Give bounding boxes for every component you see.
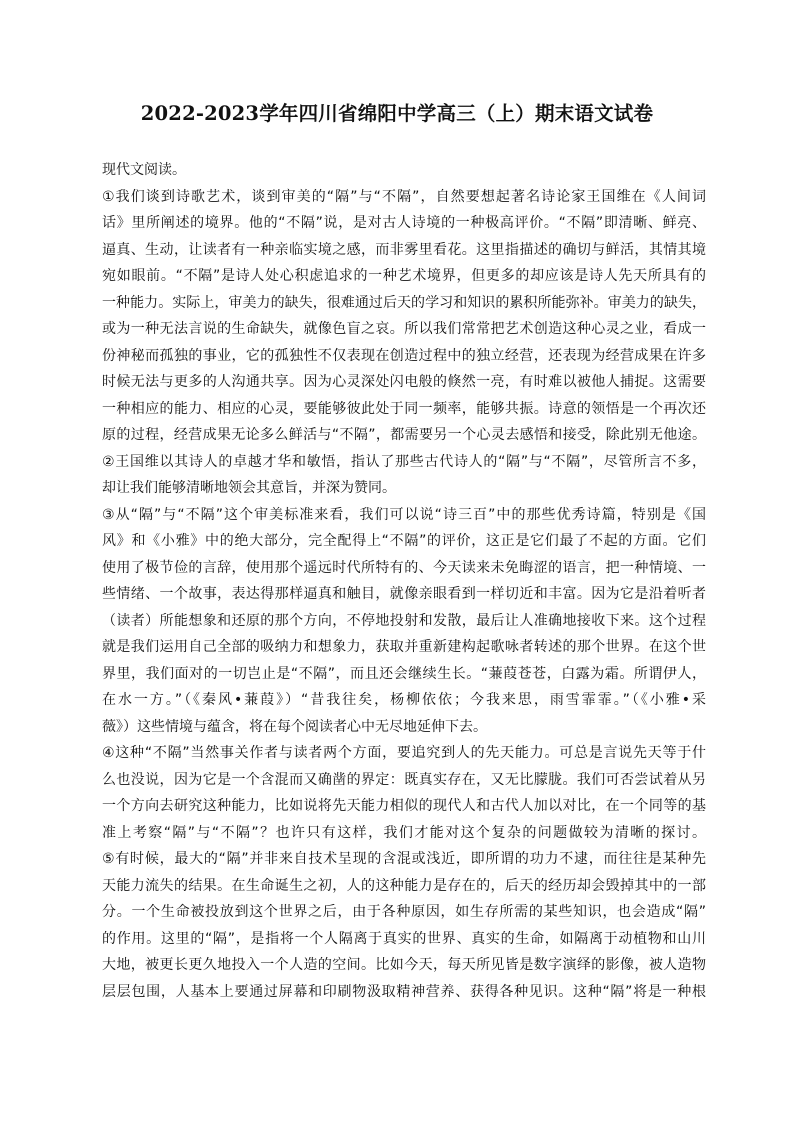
text-line: 宛如眼前。“不隔”是诗人处心积虑追求的一种艺术境界，但更多的却应该是诗人先天所具有的 [102,268,706,284]
text-line: 或为一种无法言说的生命缺失，就像色盲之哀。所以我们常常把艺术创造这种心灵之业，看成一 [102,321,706,337]
text-line: ①我们谈到诗歌艺术，谈到审美的“隔”与“不隔”，自然要想起著名诗论家王国维在《人间词 [102,188,706,205]
text-line: 分。一个生命被投放到这个世界之后，由于各种原因，如生存所需的某些知识，也会造成“隔” [102,904,706,920]
text-line: 一个方向去研究这种能力，比如说将先天能力相似的现代人和古代人加以对比，在一个同等的基 [102,798,706,814]
text-line: ②王国维以其诗人的卓越才华和敏悟，指认了那些古代诗人的“隔”与“不隔”，尽管所言不多， [102,453,706,470]
text-line: 天能力流失的结果。在生命诞生之初，人的这种能力是存在的，后天的经历却会毁掉其中的一部 [102,877,706,894]
text-line: 就是我们运用自己全部的吸纳力和想象力，获取并重新建构起歌咏者转述的那个世界。在这个世 [102,639,706,655]
text-line: 么也没说，因为它是一个含混而又确凿的界定：既真实存在，又无比朦胧。我们可否尝试着从另 [102,771,706,788]
text-line: 却让我们能够清晰地领会其意旨，并深为赞同。 [102,480,396,496]
text-line: 原的过程，经营成果无论多么鲜活与“不隔”，都需要另一个心灵去感悟和接受，除此别无他途。 [102,427,706,443]
text-line: 使用了极节俭的言辞，使用那个遥远时代所特有的、今天读来未免晦涩的语言，把一种情境、一 [102,559,706,576]
article-body [102,157,706,1005]
text-line: 现代文阅读。 [102,162,186,178]
text-line: 时候无法与更多的人沟通共享。因为心灵深处闪电般的倏然一亮，有时难以被他人捕捉。这需要 [102,374,706,390]
text-line: 界里，我们面对的一切岂止是“不隔”，而且还会继续生长。“蒹葭苍苍，白露为霜。所谓伊人， [102,665,706,682]
text-line: 话》里所阐述的境界。他的“不隔”说，是对古人诗境的一种极高评价。“不隔”即清晰、鲜亮、 [102,215,706,231]
text-line: （读者）所能想象和还原的那个方向，不停地投射和发散，最后让人准确地接收下来。这个过程 [102,612,706,629]
text-line: 的作用。这里的“隔”，是指将一个人隔离于真实的世界、真实的生命，如隔离于动植物和山川 [102,930,706,947]
text-line: 一种能力。实际上，审美力的缺失，很难通过后天的学习和知识的累积所能弥补。审美力的缺失， [102,294,706,311]
text-line: 准上考察“隔”与“不隔”？也许只有这样，我们才能对这个复杂的问题做较为清晰的探讨。 [102,824,706,841]
text-line: 在水一方。”（《秦风•蒹葭》）“昔我往矣，杨柳依依；今我来思，雨雪霏霏。”（《小雅•采 [102,692,706,708]
text-line: 风》和《小雅》中的绝大部分，完全配得上“不隔”的评价，这正是它们最了不起的方面。它们 [102,533,706,549]
text-line: 逼真、生动，让读者有一种亲临实境之感，而非雾里看花。这里指描述的确切与鲜活，其情其境 [102,241,706,258]
text-line: 份神秘而孤独的事业，它的孤独性不仅表现在创造过程中的独立经营，还表现为经营成果在许多 [102,347,706,364]
text-line: 大地，被更长更久地投入一个人造的空间。比如今天，每天所见皆是数字演绎的影像，被人造物 [102,957,706,973]
text-line: 一种相应的能力、相应的心灵，要能够彼此处于同一频率，能够共振。诗意的领悟是一个再次还 [102,400,706,417]
text-line: 薇》）这些情境与蕴含，将在每个阅读者心中无尽地延伸下去。 [102,718,487,735]
text-line: ④这种“不隔”当然事关作者与读者两个方面，要追究到人的先天能力。可总是言说先天等于什 [102,745,706,761]
text-line: ③从“隔”与“不隔”这个审美标准来看，我们可以说“诗三百”中的那些优秀诗篇，特别是《国 [102,506,706,523]
text-line: 层层包围，人基本上要通过屏幕和印刷物汲取精神营养、获得各种见识。这种“隔”将是一种根 [102,983,706,1000]
text-line: ⑤有时候，最大的“隔”并非来自技术呈现的含混或浅近，即所谓的功力不逮，而往往是某种先 [102,851,706,867]
text-line: 些情绪、一个故事，表达得那样逼真和触目，就像亲眼看到一样切近和丰富。因为它是沿着听者 [102,586,706,602]
page-title: 2022-2023学年四川省绵阳中学高三（上）期末语文试卷 [140,102,654,125]
